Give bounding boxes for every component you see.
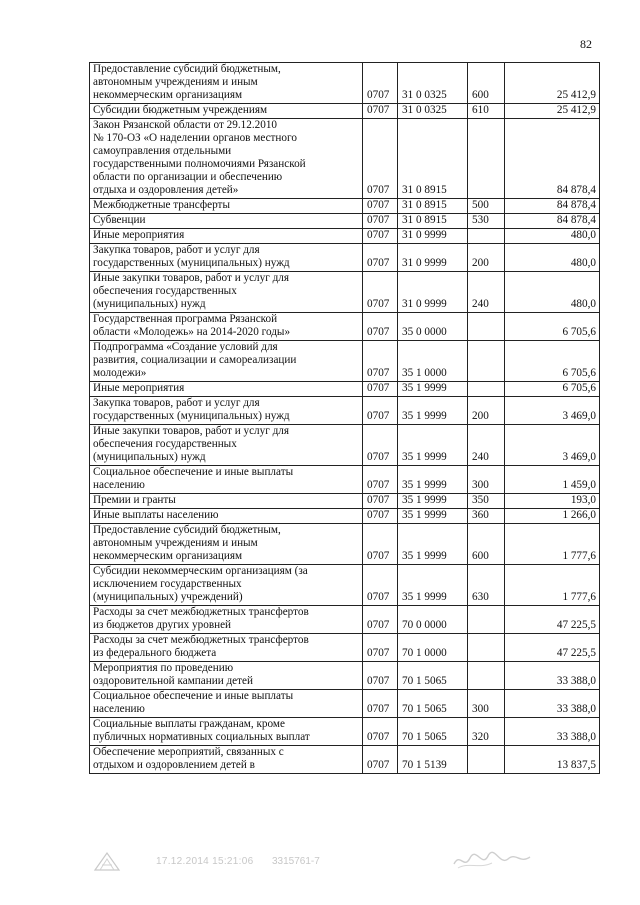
row-expense-type-cell: 600 xyxy=(468,63,505,104)
document-id: 3315761-7 xyxy=(272,856,320,867)
row-section-code-cell: 0707 xyxy=(363,509,398,524)
row-target-article-cell: 70 1 5065 xyxy=(398,662,468,690)
row-expense-type-cell: 600 xyxy=(468,524,505,565)
row-amount-cell: 1 266,0 xyxy=(505,509,600,524)
row-section-code-cell: 0707 xyxy=(363,466,398,494)
row-section-code-cell: 0707 xyxy=(363,494,398,509)
row-amount-cell: 193,0 xyxy=(505,494,600,509)
row-amount-cell: 25 412,9 xyxy=(505,63,600,104)
table-row xyxy=(90,634,600,662)
table-row xyxy=(90,494,600,509)
row-expense-type-cell xyxy=(468,606,505,634)
row-name-cell: Государственная программа Рязанской области «Молодежь» на 2014-2020 годы» xyxy=(90,313,363,341)
row-name-cell: Иные мероприятия xyxy=(90,382,363,397)
row-section-code-cell: 0707 xyxy=(363,214,398,229)
row-section-code-cell: 0707 xyxy=(363,397,398,425)
row-expense-type-cell: 530 xyxy=(468,214,505,229)
table-row xyxy=(90,229,600,244)
row-amount-cell: 1 777,6 xyxy=(505,565,600,606)
row-name-cell: Иные выплаты населению xyxy=(90,509,363,524)
row-expense-type-cell xyxy=(468,119,505,199)
row-name-cell: Социальные выплаты гражданам, кроме публичных нормативных социальных выплат xyxy=(90,718,363,746)
row-target-article-cell: 35 1 9999 xyxy=(398,425,468,466)
row-section-code-cell: 0707 xyxy=(363,634,398,662)
row-amount-cell: 480,0 xyxy=(505,229,600,244)
row-name-cell: Иные закупки товаров, работ и услуг для обеспечения государственных (муниципальных) нужд xyxy=(90,272,363,313)
row-section-code-cell: 0707 xyxy=(363,119,398,199)
row-section-code-cell: 0707 xyxy=(363,718,398,746)
row-section-code-cell: 0707 xyxy=(363,272,398,313)
row-amount-cell: 25 412,9 xyxy=(505,104,600,119)
row-amount-cell: 480,0 xyxy=(505,244,600,272)
row-amount-cell: 84 878,4 xyxy=(505,199,600,214)
stamp-datetime: 17.12.2014 15:21:06 xyxy=(156,856,254,867)
row-target-article-cell: 70 1 5065 xyxy=(398,690,468,718)
row-target-article-cell: 70 0 0000 xyxy=(398,606,468,634)
row-section-code-cell: 0707 xyxy=(363,63,398,104)
table-row xyxy=(90,466,600,494)
page-number: 82 xyxy=(580,37,592,51)
row-section-code-cell: 0707 xyxy=(363,244,398,272)
row-target-article-cell: 31 0 0325 xyxy=(398,104,468,119)
row-section-code-cell: 0707 xyxy=(363,425,398,466)
row-name-cell: Социальное обеспечение и иные выплаты населению xyxy=(90,690,363,718)
table-row xyxy=(90,690,600,718)
row-amount-cell: 33 388,0 xyxy=(505,718,600,746)
row-target-article-cell: 31 0 0325 xyxy=(398,63,468,104)
row-expense-type-cell: 320 xyxy=(468,718,505,746)
row-target-article-cell: 35 1 9999 xyxy=(398,565,468,606)
row-target-article-cell: 35 1 9999 xyxy=(398,466,468,494)
row-expense-type-cell: 350 xyxy=(468,494,505,509)
row-amount-cell: 47 225,5 xyxy=(505,634,600,662)
row-expense-type-cell xyxy=(468,229,505,244)
row-expense-type-cell xyxy=(468,746,505,774)
row-section-code-cell: 0707 xyxy=(363,382,398,397)
row-target-article-cell: 70 1 5065 xyxy=(398,718,468,746)
row-amount-cell: 47 225,5 xyxy=(505,606,600,634)
row-expense-type-cell xyxy=(468,341,505,382)
row-target-article-cell: 35 1 9999 xyxy=(398,397,468,425)
row-amount-cell: 13 837,5 xyxy=(505,746,600,774)
row-amount-cell: 6 705,6 xyxy=(505,313,600,341)
row-section-code-cell: 0707 xyxy=(363,104,398,119)
row-name-cell: Предоставление субсидий бюджетным, автономным учреждениям и иным некоммерческим организациям xyxy=(90,63,363,104)
row-target-article-cell: 35 1 0000 xyxy=(398,341,468,382)
table-row xyxy=(90,397,600,425)
budget-table-body xyxy=(90,63,600,774)
row-target-article-cell: 31 0 8915 xyxy=(398,214,468,229)
table-row xyxy=(90,565,600,606)
row-section-code-cell: 0707 xyxy=(363,690,398,718)
row-amount-cell: 84 878,4 xyxy=(505,214,600,229)
row-target-article-cell: 31 0 8915 xyxy=(398,199,468,214)
row-name-cell: Межбюджетные трансферты xyxy=(90,199,363,214)
row-expense-type-cell xyxy=(468,313,505,341)
row-expense-type-cell xyxy=(468,662,505,690)
row-name-cell: Иные закупки товаров, работ и услуг для обеспечения государственных (муниципальных) нужд xyxy=(90,425,363,466)
row-section-code-cell: 0707 xyxy=(363,606,398,634)
table-row xyxy=(90,119,600,199)
row-name-cell: Расходы за счет межбюджетных трансфертов из федерального бюджета xyxy=(90,634,363,662)
row-amount-cell: 33 388,0 xyxy=(505,690,600,718)
table-row xyxy=(90,524,600,565)
budget-table xyxy=(89,62,600,774)
row-name-cell: Закон Рязанской области от 29.12.2010 № 170-ОЗ «О наделении органов местного самоуправления отдельными государственными полномочиями Рязанской области по организации и обеспечению отдыха и оздоровления детей» xyxy=(90,119,363,199)
row-name-cell: Подпрограмма «Создание условий для развития, социализации и самореализации молодежи» xyxy=(90,341,363,382)
table-row xyxy=(90,63,600,104)
row-name-cell: Расходы за счет межбюджетных трансфертов из бюджетов других уровней xyxy=(90,606,363,634)
row-target-article-cell: 31 0 8915 xyxy=(398,119,468,199)
row-name-cell: Мероприятия по проведению оздоровительной кампании детей xyxy=(90,662,363,690)
row-amount-cell: 3 469,0 xyxy=(505,397,600,425)
row-name-cell: Обеспечение мероприятий, связанных с отдыхом и оздоровлением детей в xyxy=(90,746,363,774)
row-expense-type-cell xyxy=(468,634,505,662)
table-row xyxy=(90,272,600,313)
row-target-article-cell: 31 0 9999 xyxy=(398,229,468,244)
row-section-code-cell: 0707 xyxy=(363,524,398,565)
row-amount-cell: 6 705,6 xyxy=(505,341,600,382)
row-name-cell: Премии и гранты xyxy=(90,494,363,509)
row-name-cell: Иные мероприятия xyxy=(90,229,363,244)
row-expense-type-cell: 630 xyxy=(468,565,505,606)
row-section-code-cell: 0707 xyxy=(363,565,398,606)
row-name-cell: Закупка товаров, работ и услуг для государственных (муниципальных) нужд xyxy=(90,397,363,425)
table-row xyxy=(90,382,600,397)
row-amount-cell: 33 388,0 xyxy=(505,662,600,690)
row-section-code-cell: 0707 xyxy=(363,746,398,774)
row-amount-cell: 1 777,6 xyxy=(505,524,600,565)
row-expense-type-cell: 240 xyxy=(468,272,505,313)
row-amount-cell: 3 469,0 xyxy=(505,425,600,466)
row-name-cell: Субсидии некоммерческим организациям (за исключением государственных (муниципальных) учреждений) xyxy=(90,565,363,606)
row-expense-type-cell: 240 xyxy=(468,425,505,466)
row-expense-type-cell: 360 xyxy=(468,509,505,524)
row-section-code-cell: 0707 xyxy=(363,341,398,382)
table-row xyxy=(90,746,600,774)
table-row xyxy=(90,199,600,214)
row-expense-type-cell: 200 xyxy=(468,397,505,425)
row-name-cell: Субсидии бюджетным учреждениям xyxy=(90,104,363,119)
row-target-article-cell: 70 1 0000 xyxy=(398,634,468,662)
row-expense-type-cell: 610 xyxy=(468,104,505,119)
row-expense-type-cell: 300 xyxy=(468,690,505,718)
row-target-article-cell: 70 1 5139 xyxy=(398,746,468,774)
table-row xyxy=(90,214,600,229)
row-expense-type-cell: 500 xyxy=(468,199,505,214)
row-name-cell: Закупка товаров, работ и услуг для государственных (муниципальных) нужд xyxy=(90,244,363,272)
footer-watermark xyxy=(92,850,612,872)
signature-scribble-icon xyxy=(452,850,532,875)
row-amount-cell: 6 705,6 xyxy=(505,382,600,397)
table-row xyxy=(90,313,600,341)
row-target-article-cell: 35 0 0000 xyxy=(398,313,468,341)
row-section-code-cell: 0707 xyxy=(363,199,398,214)
row-section-code-cell: 0707 xyxy=(363,229,398,244)
table-row xyxy=(90,662,600,690)
row-section-code-cell: 0707 xyxy=(363,313,398,341)
table-row xyxy=(90,341,600,382)
table-row xyxy=(90,104,600,119)
table-row xyxy=(90,718,600,746)
row-target-article-cell: 31 0 9999 xyxy=(398,272,468,313)
row-name-cell: Предоставление субсидий бюджетным, автономным учреждениям и иным некоммерческим организациям xyxy=(90,524,363,565)
row-name-cell: Социальное обеспечение и иные выплаты населению xyxy=(90,466,363,494)
row-section-code-cell: 0707 xyxy=(363,662,398,690)
table-row xyxy=(90,509,600,524)
row-target-article-cell: 35 1 9999 xyxy=(398,382,468,397)
row-amount-cell: 480,0 xyxy=(505,272,600,313)
row-expense-type-cell xyxy=(468,382,505,397)
row-target-article-cell: 35 1 9999 xyxy=(398,509,468,524)
table-row xyxy=(90,606,600,634)
row-expense-type-cell: 300 xyxy=(468,466,505,494)
row-target-article-cell: 31 0 9999 xyxy=(398,244,468,272)
row-target-article-cell: 35 1 9999 xyxy=(398,524,468,565)
row-amount-cell: 84 878,4 xyxy=(505,119,600,199)
row-name-cell: Субвенции xyxy=(90,214,363,229)
row-amount-cell: 1 459,0 xyxy=(505,466,600,494)
seal-icon xyxy=(92,850,122,875)
table-row xyxy=(90,244,600,272)
table-row xyxy=(90,425,600,466)
row-target-article-cell: 35 1 9999 xyxy=(398,494,468,509)
row-expense-type-cell: 200 xyxy=(468,244,505,272)
